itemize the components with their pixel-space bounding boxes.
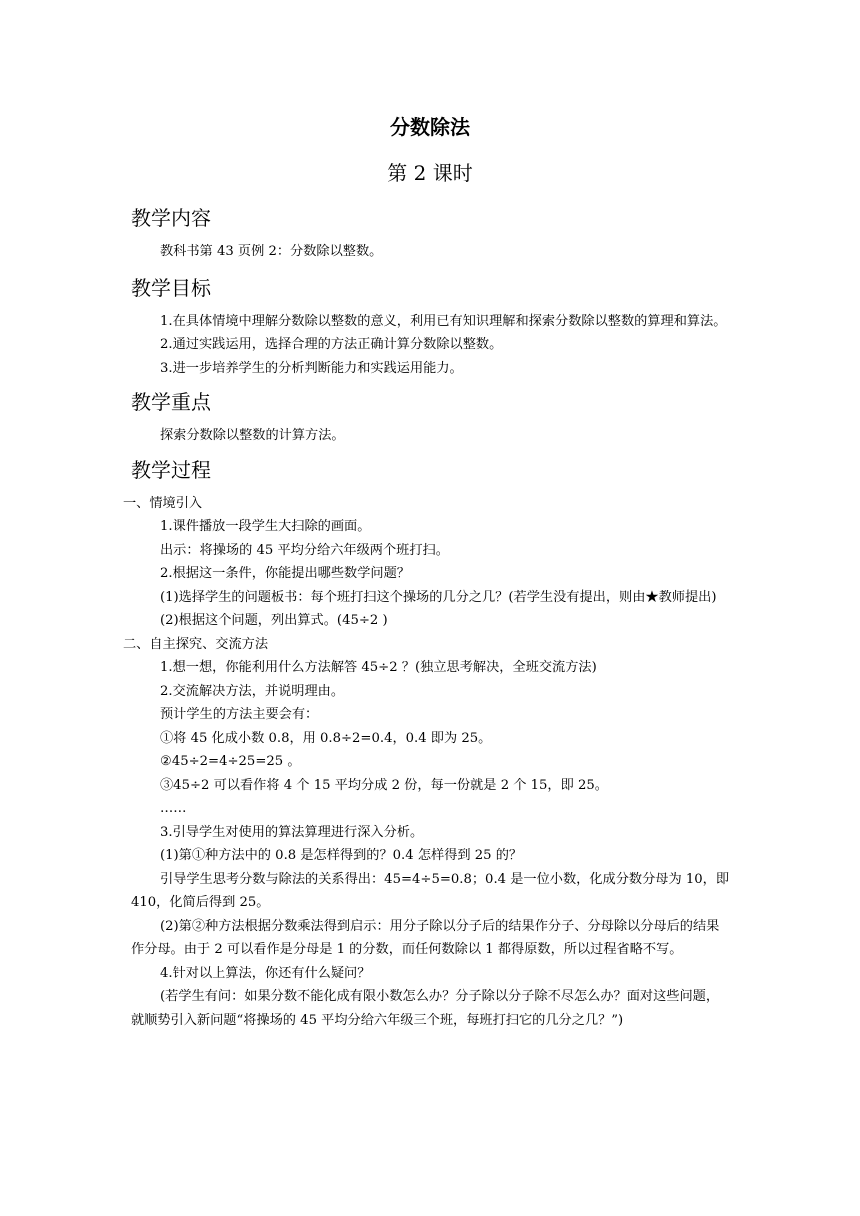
goal-item: 3.进一步培养学生的分析判断能力和实践运用能力。 [160, 360, 463, 376]
process-line: 引导学生思考分数与除法的关系得出：45=4÷5=0.8；0.4 是一位小数，化成分数分母为 10，即 410，化简后得到 25。 [131, 871, 730, 910]
section-teaching-goals [131, 274, 731, 381]
doc-body [123, 204, 731, 1040]
section-heading: 教学目标 [131, 275, 211, 300]
process-line: (1)选择学生的问题板书：每个班打扫这个操场的几分之几？(若学生没有提出，则由★教师提出) [160, 589, 717, 605]
doc-subtitle: 第 2 课时 [387, 161, 473, 185]
process-line: ②45÷2=4÷25=25 。 [160, 754, 301, 769]
process-line: 2.根据这一条件，你能提出哪些数学问题？ [160, 566, 410, 581]
process-line: (2)第②种方法根据分数乘法得到启示：用分子除以分子后的结果作分子、分母除以分母后的结果作分母。由于 2 可以看作是分母是 1 的分数，而任何数除以 1 都得原数，所以过程省略不写。 [131, 918, 720, 957]
process-line: (若学生有问：如果分数不能化成有限小数怎么办？分子除以分子除不尽怎么办？面对这些问题，就顺势引入新问题“将操场的 45 平均分给六年级三个班，每班打扫它的几分之几？”) [131, 989, 720, 1028]
process-line: 出示：将操场的 45 平均分给六年级两个班打扫。 [160, 542, 449, 558]
process-line: 2.交流解决方法，并说明理由。 [160, 683, 345, 699]
section-teaching-focus [131, 388, 731, 448]
paragraph: 探索分数除以整数的计算方法。 [160, 428, 345, 443]
process-line: (1)第①种方法中的 0.8 是怎样得到的？0.4 怎样得到 25 的？ [160, 848, 523, 863]
doc-title: 分数除法 [390, 115, 470, 139]
part-title: 一、情境引入 [123, 495, 203, 511]
process-line: 4.针对以上算法，你还有什么疑问？ [160, 965, 371, 981]
goal-item: 1.在具体情境中理解分数除以整数的意义，利用已有知识理解和探索分数除以整数的算理和算法。 [160, 313, 727, 329]
process-line: 1.课件播放一段学生大扫除的画面。 [160, 519, 371, 534]
section-heading: 教学重点 [131, 390, 211, 414]
process-line: (2)根据这个问题，列出算式。(45÷2 ) [160, 613, 388, 628]
section-teaching-process [123, 456, 731, 1033]
section-teaching-content [131, 204, 731, 264]
process-part-intro [123, 492, 731, 633]
goal-item: 2.通过实践运用，选择合理的方法正确计算分数除以整数。 [160, 337, 503, 352]
section-heading: 教学过程 [131, 457, 211, 482]
process-line: 预计学生的方法主要会有： [160, 707, 319, 722]
process-line: ①将 45 化成小数 0.8，用 0.8÷2=0.4，0.4 即为 25。 [160, 730, 492, 746]
process-line: 1.想一想，你能利用什么方法解答 45÷2 ？(独立思考解决，全班交流方法) [160, 660, 597, 675]
process-line: …… [160, 801, 187, 816]
process-line: 3.引导学生对使用的算法算理进行深入分析。 [160, 824, 424, 840]
part-title: 二、自主探究、交流方法 [123, 636, 269, 652]
process-part-explore [123, 633, 731, 1033]
section-heading: 教学内容 [131, 206, 211, 230]
paragraph: 教科书第 43 页例 2：分数除以整数。 [160, 244, 383, 259]
process-line: ③45÷2 可以看作将 4 个 15 平均分成 2 份，每一份就是 2 个 15，即 25。 [160, 777, 608, 793]
